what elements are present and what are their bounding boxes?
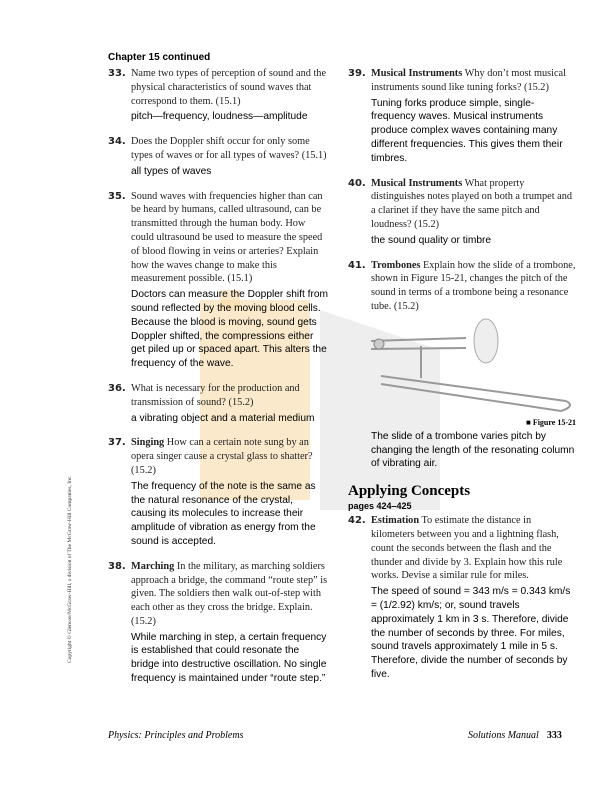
answer-text: The speed of sound = 343 m/s = 0.343 km/s = (1/2.92) km/s; or, sound travels approximately 1 km in 3 s. Therefore, divide the number of seconds by three. For miles, sound travels approximately 1 mile in 5 s. Therefore, divide the number of seconds by five.	[371, 586, 571, 680]
question-body: Explain how the slide of a trombone, shown in Figure 15-21, changes the pitch of the sound in terms of a trombone being a resonance tube. (15.2)	[371, 259, 576, 312]
question-body: Does the Doppler shift occur for only some types of waves or for all types of waves? (15.1)	[131, 136, 327, 161]
question-number: 41.	[348, 259, 366, 271]
question-41	[348, 259, 576, 472]
question-36	[108, 382, 329, 425]
left-column	[108, 52, 329, 697]
question-35	[108, 190, 329, 371]
question-body: Name two types of perception of sound and the physical characteristics of sound waves that correspond to them. (15.1)	[131, 68, 327, 107]
question-title: Estimation	[371, 515, 420, 527]
page-number: 333	[546, 730, 562, 741]
question-number: 42.	[348, 515, 366, 527]
question-body: Why don’t most musical instruments sound like tuning forks? (15.2)	[371, 68, 566, 93]
answer-text: The slide of a trombone varies pitch by changing the length of the resonating column of vibrating air.	[371, 430, 575, 470]
question-39	[348, 67, 576, 166]
answer-text: Tuning forks produce simple, single-frequency waves. Musical instruments produce complex waves containing many different frequencies. This gives them their timbres.	[371, 97, 563, 164]
question-33	[108, 67, 329, 124]
figure-caption: ■ Figure 15-21	[525, 417, 576, 427]
trombone-figure	[371, 316, 576, 416]
footer-book-title: Physics: Principles and Problems	[108, 730, 244, 741]
question-number: 35.	[108, 190, 126, 202]
question-number: 34.	[108, 136, 126, 148]
question-body: What property distinguishes notes played on both a trumpet and a clarinet if they have the same pitch and loudness? (15.2)	[371, 177, 573, 230]
question-40	[348, 177, 576, 248]
answer-text: the sound quality or timbre	[371, 234, 492, 246]
answer-text: Doctors can measure the Doppler shift from sound reflected by the moving blood cells. Because the blood is moving, sound gets Doppler shifted, the compressions either get piled up or spaced apart. This alters the frequency of the wave.	[131, 289, 329, 370]
question-text	[131, 135, 329, 163]
question-number: 38.	[108, 560, 126, 572]
answer-text: While marching in step, a certain frequency is established that could resonate the bridge into destructive oscillation. No single frequency is maintained under “route step.”	[131, 631, 327, 685]
question-42	[348, 514, 576, 682]
question-title: Musical Instruments	[371, 68, 463, 79]
question-text	[371, 177, 576, 232]
question-number: 37.	[108, 437, 126, 449]
question-text	[131, 67, 329, 108]
copyright-notice: Copyright © Glencoe/McGraw-Hill, a division of The McGraw-Hill Companies, Inc.	[67, 475, 73, 663]
question-34	[108, 135, 329, 178]
answer-text: all types of waves	[131, 165, 212, 177]
question-37	[108, 436, 329, 548]
question-text	[131, 436, 329, 477]
question-body: To estimate the distance in kilometers between you and a lightning flash, count the seconds between the flash and the thunder and divide by 3. Explain how this rule works. Devise a similar rule for miles.	[371, 515, 563, 582]
question-body: Sound waves with frequencies higher than can be heard by humans, called ultrasound, can be transmitted through the human body. How could ultrasound be used to measure the speed of blood flowing in veins or arteries? Explain how the waves change to make this measurement possible. (15.1)	[131, 190, 323, 285]
question-text	[131, 560, 329, 629]
footer-manual: Solutions Manual	[468, 730, 539, 741]
chapter-header: Chapter 15 continued	[108, 52, 211, 63]
question-title: Singing	[131, 437, 165, 449]
answer-text: a vibrating object and a material medium	[131, 412, 315, 424]
question-body: How can a certain note sung by an opera singer cause a crystal glass to shatter? (15.2)	[131, 437, 313, 476]
question-title: Trombones	[371, 259, 421, 271]
question-number: 36.	[108, 382, 126, 394]
question-text	[371, 514, 576, 583]
section-pages: pages 424–425	[348, 501, 412, 512]
question-number: 33.	[108, 68, 126, 79]
footer-right	[468, 730, 562, 741]
right-column	[348, 67, 576, 693]
question-number: 40.	[348, 177, 366, 189]
question-text	[131, 190, 329, 287]
question-38	[108, 560, 329, 686]
question-text	[371, 67, 576, 95]
question-text	[371, 259, 576, 314]
question-number: 39.	[348, 68, 366, 79]
answer-text: The frequency of the note is the same as the natural resonance of the crystal, causing its molecules to increase their amplitude of vibration as energy from the sound is accepted.	[131, 480, 316, 547]
question-title: Marching	[131, 560, 175, 572]
figure-15-21	[371, 316, 576, 428]
question-body: In the military, as marching soldiers approach a bridge, the command “route step” is given. The soldiers then walk out-of-step with each other as they cross the bridge. Explain. (15.2)	[131, 560, 328, 627]
answer-text: pitch—frequency, loudness—amplitude	[131, 111, 308, 123]
question-text	[131, 382, 329, 410]
question-title: Musical Instruments	[371, 177, 463, 189]
question-body: What is necessary for the production and transmission of sound? (15.2)	[131, 382, 300, 408]
section-title: Applying Concepts	[348, 483, 471, 500]
